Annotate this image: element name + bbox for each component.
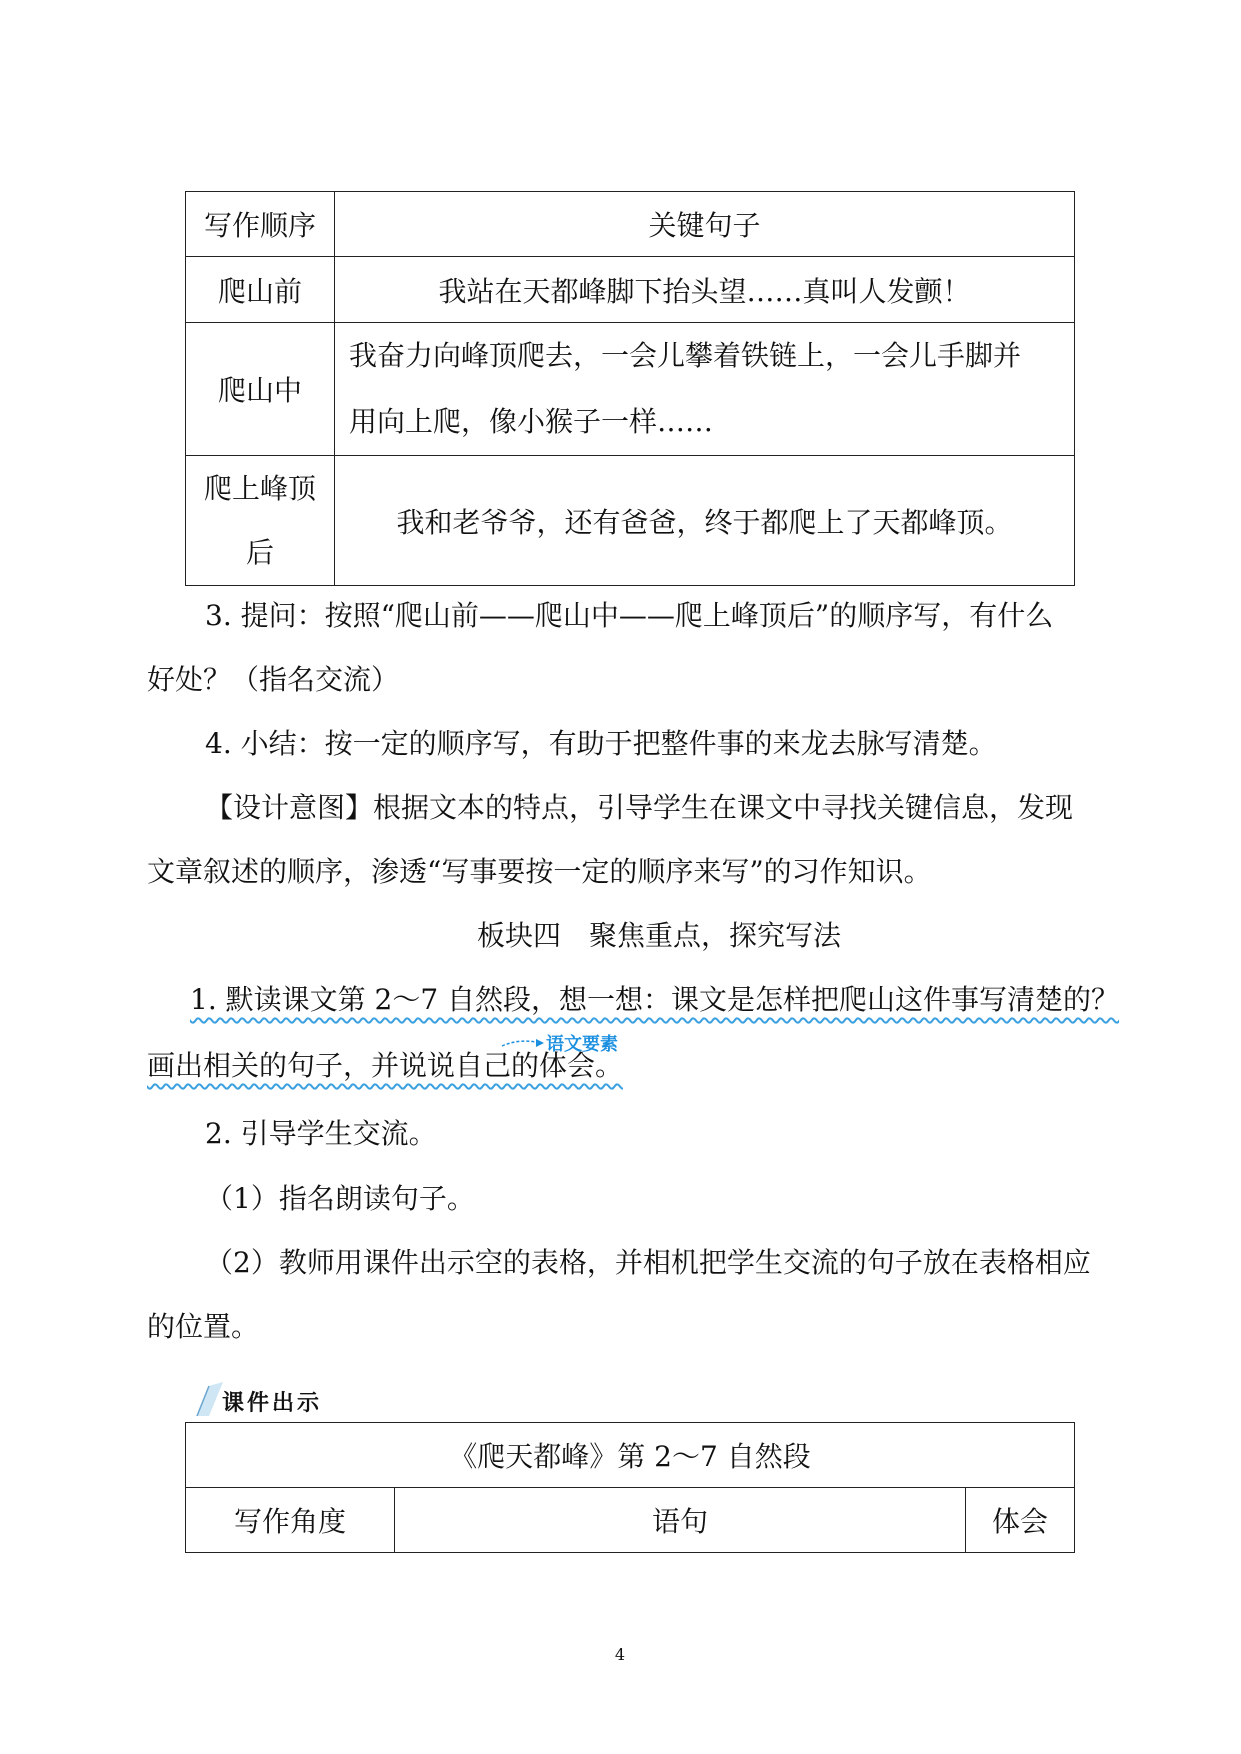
design-intent-line2: 文章叙述的顺序，渗透“写事要按一定的顺序来写”的习作知识。 <box>147 855 932 888</box>
design-intent-line1: 【设计意图】根据文本的特点，引导学生在课文中寻找关键信息，发现 <box>205 791 1074 824</box>
question-2: 2. 引导学生交流。 <box>205 1117 437 1150</box>
sentence-cell <box>335 323 1075 456</box>
table-header-sentences: 语句 <box>395 1488 966 1553</box>
table-header-feeling: 体会 <box>966 1488 1075 1553</box>
sentence-line: 我奋力向峰顶爬去，一会儿攀着铁链上，一会儿手脚并 <box>349 339 1022 372</box>
question-2-2-line1: （2）教师用课件出示空的表格，并相机把学生交流的句子放在表格相应 <box>205 1246 1091 1279</box>
question-2-1: （1）指名朗读句子。 <box>205 1182 475 1215</box>
table-row <box>186 456 1075 586</box>
order-line: 后 <box>245 535 274 569</box>
writing-order-table <box>185 191 1075 586</box>
sentence-cell: 我站在天都峰脚下抬头望……真叫人发颤！ <box>335 257 1075 323</box>
order-line: 爬上峰顶 <box>203 471 316 505</box>
page-number: 4 <box>614 1645 626 1664</box>
order-cell <box>186 456 335 586</box>
sentence-line: 用向上爬，像小猴子一样…… <box>349 405 714 438</box>
table-header-order: 写作顺序 <box>186 192 335 257</box>
table-row <box>186 257 1075 323</box>
question-1-line1: 1. 默读课文第 2～7 自然段，想一想：课文是怎样把爬山这件事写清楚的？ <box>190 983 1120 1016</box>
table-header-sentence: 关键句子 <box>335 192 1075 257</box>
order-cell: 爬山中 <box>186 323 335 456</box>
question-2-2-line2: 的位置。 <box>147 1310 260 1343</box>
table-header-angle: 写作角度 <box>186 1488 395 1553</box>
question-3-line1: 3. 提问：按照“爬山前——爬山中——爬上峰顶后”的顺序写，有什么 <box>205 599 1054 632</box>
question-1-line2: 画出相关的句子，并说说自己的体会。 <box>147 1049 624 1082</box>
order-cell: 爬山前 <box>186 257 335 323</box>
tag-arrow-icon <box>500 1036 546 1050</box>
language-element-tag: 语文要素 <box>546 1034 618 1055</box>
section-title: 板块四 聚焦重点，探究写法 <box>477 919 842 952</box>
courseware-table-title: 《爬天都峰》第 2～7 自然段 <box>186 1423 1075 1488</box>
table-row <box>186 323 1075 456</box>
question-3-line2: 好处？（指名交流） <box>147 663 400 696</box>
sentence-cell: 我和老爷爷，还有爸爸，终于都爬上了天都峰顶。 <box>335 456 1075 586</box>
courseware-label: 课件出示 <box>222 1391 323 1416</box>
courseware-table <box>185 1422 1075 1553</box>
summary-4: 4. 小结：按一定的顺序写，有助于把整件事的来龙去脉写清楚。 <box>205 727 997 760</box>
